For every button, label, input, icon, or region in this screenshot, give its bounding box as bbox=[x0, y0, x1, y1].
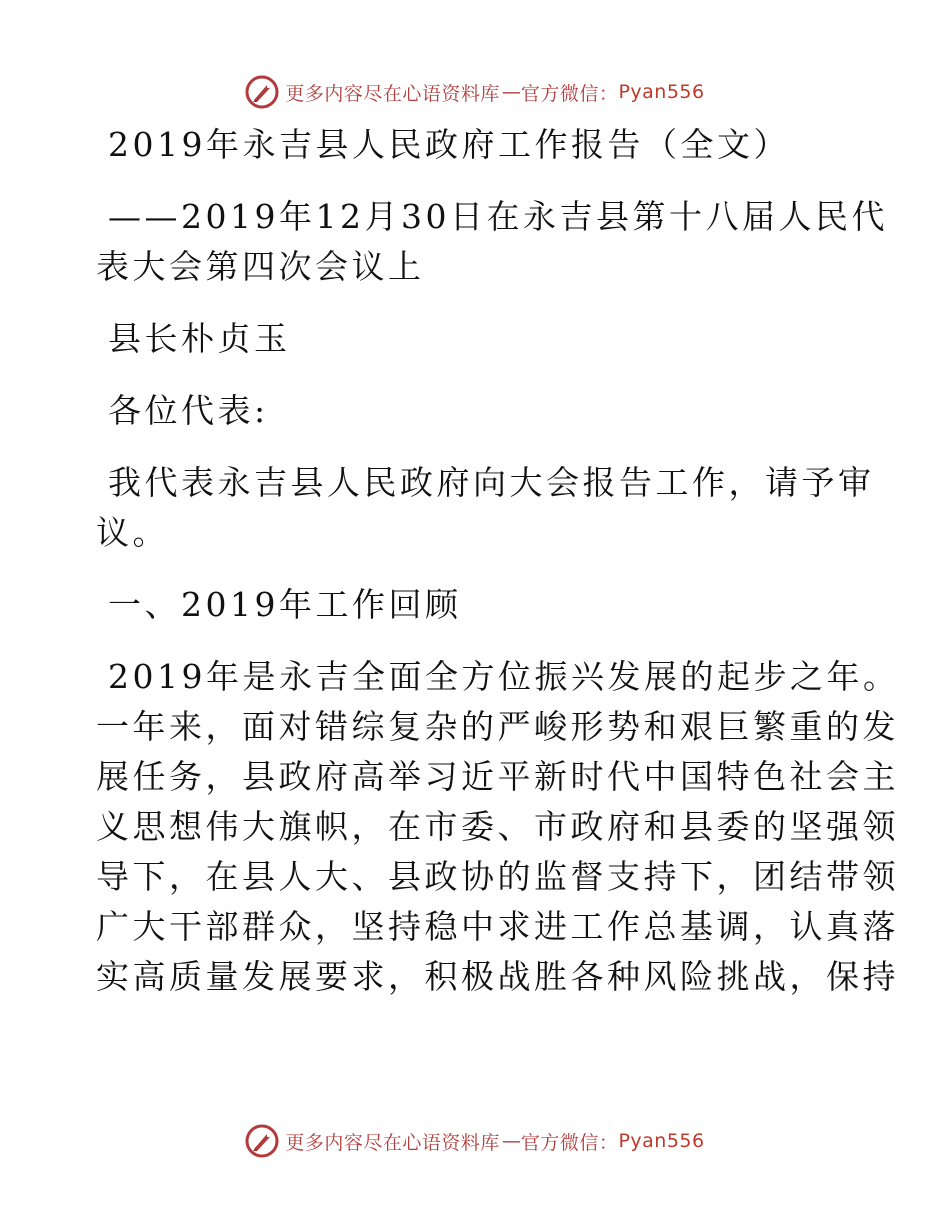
body-line-2: 一年来，面对错综复杂的严峻形势和艰巨繁重的发 bbox=[96, 707, 899, 746]
salutation-line: 各位代表: bbox=[108, 391, 269, 430]
banner-separator: — bbox=[501, 1130, 519, 1152]
body-line-3: 展任务，县政府高举习近平新时代中国特色社会主 bbox=[96, 757, 899, 796]
section-heading: 一、2019年工作回顾 bbox=[108, 585, 462, 624]
body-line-6: 广大干部群众，坚持稳中求进工作总基调，认真落 bbox=[96, 907, 899, 946]
body-line-5: 导下，在县人大、县政协的监督支持下，团结带领 bbox=[96, 857, 899, 896]
footer-banner bbox=[0, 1121, 950, 1161]
banner-wechat-account: Pyan556 bbox=[618, 81, 705, 103]
intro-line-1: 我代表永吉县人民政府向大会报告工作，请予审 bbox=[108, 463, 875, 502]
pen-nib-logo-icon bbox=[245, 75, 279, 109]
header-banner bbox=[0, 72, 950, 112]
pen-nib-logo-icon bbox=[245, 1124, 279, 1158]
document-body bbox=[96, 120, 900, 1002]
banner-brand-text: 更多内容尽在心语资料库 bbox=[285, 82, 500, 105]
body-line-7: 实高质量发展要求，积极战胜各种风险挑战，保持 bbox=[96, 957, 899, 996]
banner-brand-text: 更多内容尽在心语资料库 bbox=[285, 1131, 500, 1154]
body-line-1: 2019年是永吉全面全方位振兴发展的起步之年。 bbox=[108, 657, 900, 696]
banner-wechat-label: 官方微信： bbox=[520, 1131, 619, 1154]
subtitle-line-1: ——2019年12月30日在永吉县第十八届人民代 bbox=[108, 197, 888, 236]
banner-wechat-label: 官方微信： bbox=[520, 82, 619, 105]
subtitle-line-2: 表大会第四次会议上 bbox=[96, 247, 425, 286]
intro-line-2: 议。 bbox=[96, 513, 169, 552]
body-line-4: 义思想伟大旗帜，在市委、市政府和县委的坚强领 bbox=[96, 807, 899, 846]
document-title: 2019年永吉县人民政府工作报告（全文） bbox=[108, 125, 790, 164]
speaker-line: 县长朴贞玉 bbox=[108, 319, 291, 358]
banner-separator: — bbox=[501, 81, 519, 103]
banner-wechat-account: Pyan556 bbox=[618, 1130, 705, 1152]
